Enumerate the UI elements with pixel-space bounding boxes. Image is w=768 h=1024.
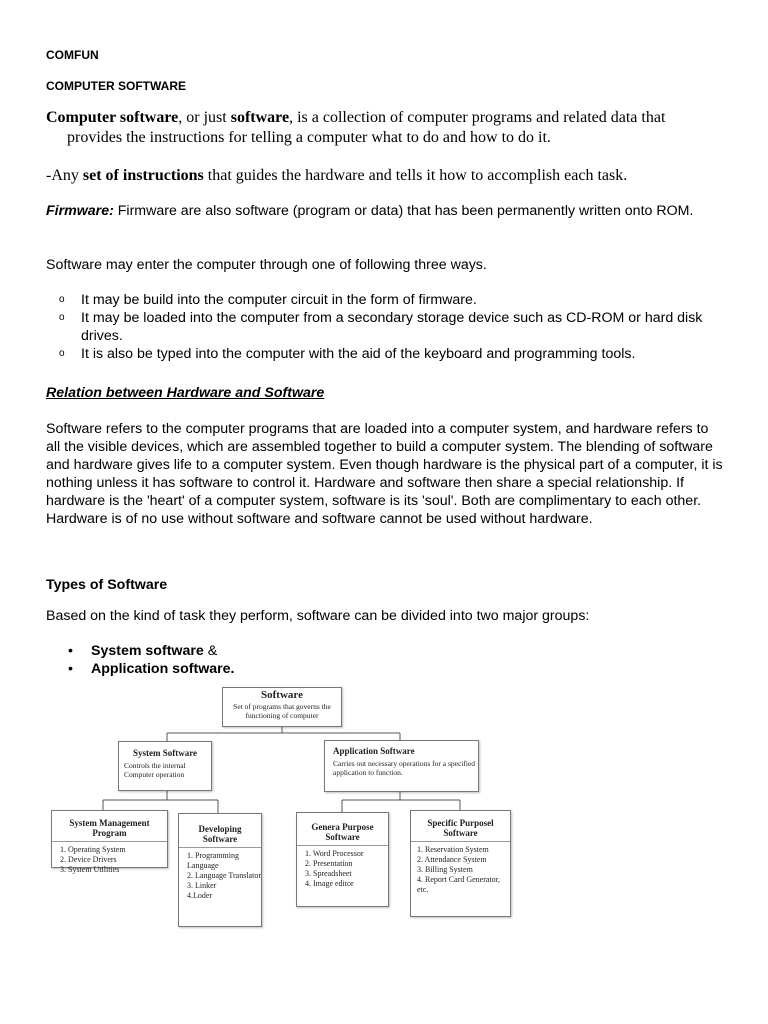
group-suffix: & xyxy=(203,643,218,659)
list-item xyxy=(46,309,726,345)
box-item: 1. Word Processor xyxy=(305,849,364,858)
box-item: 2. Device Drivers xyxy=(60,855,117,864)
term-computer-software: Computer software xyxy=(46,109,179,126)
diagram-box-system-software xyxy=(118,741,212,791)
circle-bullet-icon: o xyxy=(59,294,65,305)
definition-line-2: provides the instructions for telling a computer what to do and how to do it. xyxy=(67,129,551,146)
bullet-icon: • xyxy=(68,661,73,677)
box-title: Genera Purpose Software xyxy=(311,822,374,842)
box-item: 3. System Utilities xyxy=(60,865,120,874)
relation-paragraph: Software refers to the computer programs that are loaded into a computer system, and hardware refers to all the visible devices, which are assembled together to build a computer system. The blending of software and hardware gives life to a computer system. Even though hardware is the physical part of a computer, it is nothing unless it has software to control it. Hardware and software then share a special relationship. If hardware is the 'heart' of a computer system, software is its 'soul'. Both are complimentary to each other. Hardware is of no use without software and software cannot be used without hardware. xyxy=(46,421,723,527)
box-items xyxy=(411,845,510,895)
box-desc: Carries out necessary operations for a specified application to function. xyxy=(333,759,476,777)
list-item xyxy=(46,291,726,309)
instructions-line xyxy=(46,166,726,186)
diagram-box-application-software xyxy=(324,740,479,792)
box-separator xyxy=(297,845,388,846)
box-items xyxy=(179,851,261,901)
box-item: 4. Report Card Generator, etc. xyxy=(417,875,500,894)
list-item xyxy=(46,642,726,660)
box-items xyxy=(297,849,388,889)
box-item: 2. Attendance System xyxy=(417,855,487,864)
box-item: 3. Linker xyxy=(187,881,217,890)
diagram-box-developing-software xyxy=(178,813,262,927)
types-intro: Based on the kind of task they perform, software can be divided into two major groups: xyxy=(46,608,590,624)
box-separator xyxy=(179,847,261,848)
list-item-text: It may be loaded into the computer from a secondary storage device such as CD-ROM or hard disk drives. xyxy=(81,310,703,344)
group-name: Application software. xyxy=(91,661,235,677)
box-desc: Set of programs that governs the functioning of computer xyxy=(233,702,331,720)
list-item xyxy=(46,345,726,363)
box-separator xyxy=(411,841,510,842)
ways-list xyxy=(46,291,726,363)
box-title: Developing Software xyxy=(198,824,242,844)
bullet-icon: • xyxy=(68,643,73,659)
circle-bullet-icon: o xyxy=(59,348,65,359)
box-separator xyxy=(52,841,167,842)
box-title: Application Software xyxy=(333,746,415,756)
list-item-text: It may be build into the computer circuit in the form of firmware. xyxy=(81,292,477,308)
ways-intro: Software may enter the computer through one of following three ways. xyxy=(46,257,487,273)
term-set-of-instructions: set of instructions xyxy=(82,167,204,184)
diagram-box-system-management xyxy=(51,810,168,874)
circle-bullet-icon: o xyxy=(59,312,65,323)
instructions-rest: that guides the hardware and tells it how to accomplish each task. xyxy=(203,167,628,184)
box-title: Software xyxy=(261,689,303,701)
instructions-prefix: -Any xyxy=(46,167,83,184)
firmware-label: Firmware: xyxy=(46,203,114,219)
box-desc: Controls the internal Computer operation xyxy=(124,761,186,779)
firmware-text: Firmware are also software (program or data) that has been permanently written onto ROM. xyxy=(113,203,694,219)
doc-heading-comfun: COMFUN xyxy=(46,48,99,62)
box-item: 4. Image editor xyxy=(305,879,354,888)
software-definition xyxy=(46,108,726,148)
doc-heading-computer-software: COMPUTER SOFTWARE xyxy=(46,79,186,93)
diagram-box-general-purpose xyxy=(296,812,389,907)
box-item: 4.Loder xyxy=(187,891,213,900)
list-item-text: It is also be typed into the computer with the aid of the keyboard and programming tools. xyxy=(81,346,636,362)
box-title: System Software xyxy=(132,748,198,758)
box-item: 3. Billing System xyxy=(417,865,473,874)
box-title: System Management Program xyxy=(69,818,150,838)
group-name: System software xyxy=(91,643,204,659)
firmware-paragraph xyxy=(46,202,726,220)
types-list xyxy=(46,642,726,678)
relation-heading: Relation between Hardware and Software xyxy=(46,385,325,401)
box-item: 1. Operating System xyxy=(60,845,126,854)
box-items xyxy=(52,845,167,875)
definition-text-1: , or just xyxy=(178,109,231,126)
box-item: 2. Presentation xyxy=(305,859,353,868)
list-item xyxy=(46,660,726,678)
types-heading: Types of Software xyxy=(46,577,168,593)
box-item: 1. Programming Language xyxy=(187,851,239,870)
definition-text-2: , is a collection of computer programs and related data that xyxy=(289,109,666,126)
box-item: 2. Language Translator xyxy=(187,871,261,880)
box-item: 1. Reservation System xyxy=(417,845,489,854)
term-software: software xyxy=(230,109,290,126)
box-title: Specific Purposel Software xyxy=(427,818,494,838)
diagram-box-specific-purpose xyxy=(410,810,511,917)
diagram-box-software xyxy=(222,687,342,727)
box-item: 3. Spreadsheet xyxy=(305,869,352,878)
